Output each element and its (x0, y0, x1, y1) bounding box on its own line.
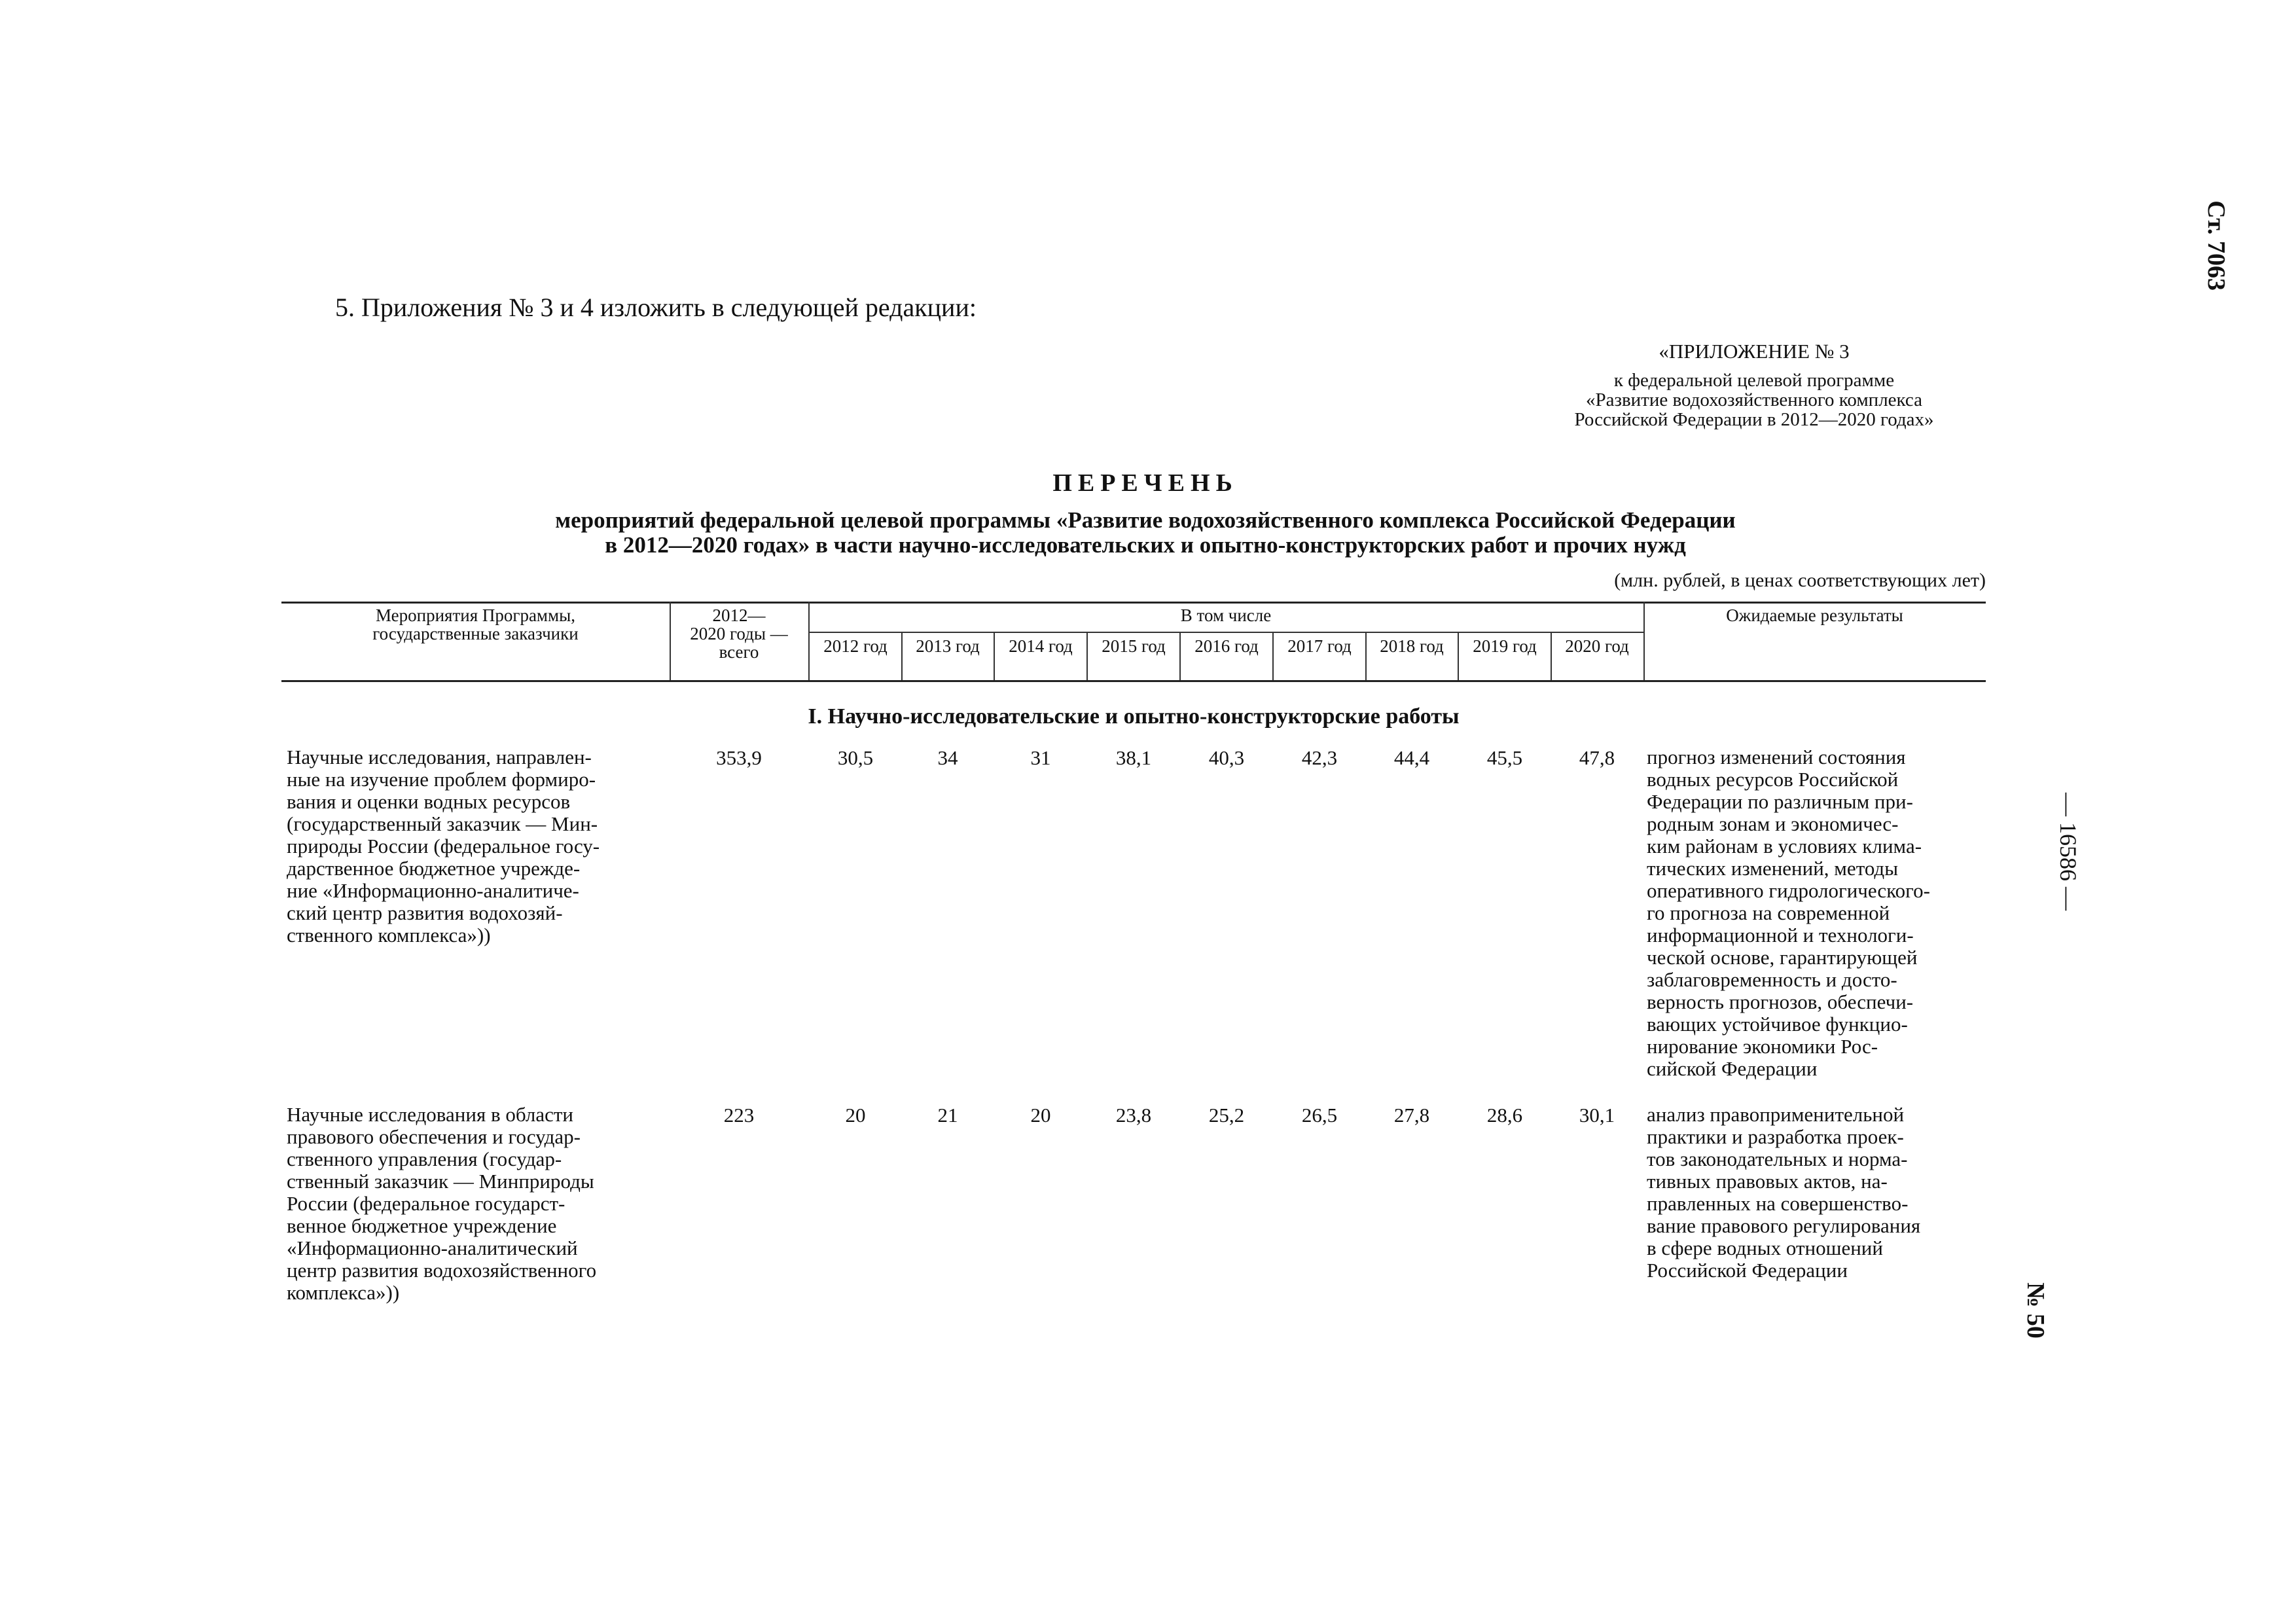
text-line: вание правового регулирования (1647, 1214, 1921, 1237)
text-line: правленных на совершенство- (1647, 1192, 1909, 1215)
text-line: дарственное бюджетное учрежде- (287, 857, 581, 880)
text-line: Российской Федерации (1647, 1259, 1848, 1282)
text-line: венное бюджетное учреждение (287, 1214, 557, 1237)
row-value: 28,6 (1486, 1104, 1523, 1127)
text-line: ние «Информационно-аналитиче- (287, 879, 579, 902)
header-including: В том числе (1180, 605, 1272, 625)
text-line: природы России (федеральное госу- (287, 835, 600, 857)
text-line: Научные исследования, направлен- (287, 746, 592, 768)
text-line: го прогноза на современной (1647, 901, 1890, 924)
header-total (670, 606, 808, 661)
appendix-header (1505, 342, 2003, 429)
header-measures-line: Мероприятия Программы, (376, 605, 575, 625)
row-total: 353,9 (716, 746, 762, 769)
text-line: вания и оценки водных ресурсов (287, 790, 571, 813)
text-line: тов законодательных и норма- (1647, 1147, 1908, 1170)
text-line: ственного управления (государ- (287, 1147, 562, 1170)
row-value: 45,5 (1486, 746, 1523, 769)
text-line: комплекса»)) (287, 1281, 400, 1304)
appendix-line: к федеральной целевой программе (1613, 370, 1895, 391)
text-line: водных ресурсов Российской (1647, 768, 1899, 791)
table-header-bottom-rule (281, 680, 1986, 682)
table-row-measure (287, 746, 665, 947)
subtitle-line: в 2012—2020 годах» в части научно-исследовательских и опытно-конструкторских работ и прочих нужд (605, 532, 1686, 558)
row-value: 31 (1030, 746, 1051, 769)
text-line: практики и разработка проек- (1647, 1125, 1904, 1148)
header-year: 2019 год (1473, 636, 1537, 656)
text-line: Научные исследования в области (287, 1103, 573, 1126)
text-line: ственный заказчик — Минприроды (287, 1170, 594, 1193)
section-heading: I. Научно-исследовательские и опытно-конструкторские работы (808, 704, 1460, 729)
appendix-title: «ПРИЛОЖЕНИЕ № 3 (1659, 340, 1850, 363)
intro-text: 5. Приложения № 3 и 4 изложить в следующей редакции: (335, 293, 977, 322)
appendix-line: «Развитие водохозяйственного комплекса (1585, 389, 1923, 410)
row-total: 223 (723, 1104, 755, 1127)
text-line: центр развития водохозяйственного (287, 1259, 597, 1282)
page-number: — 16586 — (2055, 793, 2081, 911)
row-value: 34 (937, 746, 958, 769)
text-line: тивных правовых актов, на- (1647, 1170, 1888, 1193)
text-line: родным зонам и экономичес- (1647, 812, 1899, 835)
header-total-line: 2012— (712, 605, 766, 625)
text-line: информационной и технологи- (1647, 924, 1914, 947)
row-value: 47,8 (1579, 746, 1615, 769)
text-line: нирование экономики Рос- (1647, 1035, 1878, 1058)
header-year: 2018 год (1380, 636, 1444, 656)
row-value: 26,5 (1301, 1104, 1338, 1127)
row-value: 42,3 (1301, 746, 1338, 769)
row-value: 27,8 (1393, 1104, 1430, 1127)
text-line: верность прогнозов, обеспечи- (1647, 990, 1914, 1013)
text-line: правового обеспечения и государ- (287, 1125, 581, 1148)
header-total-line: всего (719, 642, 759, 662)
header-year: 2013 год (916, 636, 980, 656)
issue-number: № 50 (2022, 1282, 2049, 1339)
years-subheader-rule (808, 632, 1643, 633)
text-line: России (федеральное государст- (287, 1192, 565, 1215)
header-year: 2015 год (1102, 636, 1166, 656)
header-measures-line: государственные заказчики (372, 624, 579, 643)
text-line: вающих устойчивое функцио- (1647, 1013, 1908, 1036)
row-value: 30,1 (1579, 1104, 1615, 1127)
row-value: 40,3 (1208, 746, 1245, 769)
text-line: заблаговременность и досто- (1647, 968, 1897, 991)
header-year: 2014 год (1009, 636, 1073, 656)
document-subtitle (367, 508, 1924, 558)
text-line: тических изменений, методы (1647, 857, 1899, 880)
text-line: «Информационно-аналитический (287, 1236, 578, 1259)
row-value: 30,5 (837, 746, 874, 769)
text-line: ственного комплекса»)) (287, 924, 491, 947)
header-measures (281, 606, 670, 643)
text-line: в сфере водных отношений (1647, 1236, 1883, 1259)
text-line: оперативного гидрологического- (1647, 879, 1930, 902)
header-year: 2012 год (823, 636, 888, 656)
text-line: ким районам в условиях клима- (1647, 835, 1922, 857)
table-header-top-rule (281, 602, 1986, 604)
row-value: 44,4 (1393, 746, 1430, 769)
row-value: 38,1 (1115, 746, 1152, 769)
table-row-measure (287, 1104, 665, 1304)
row-value: 20 (845, 1104, 866, 1127)
subtitle-line: мероприятий федеральной целевой программы «Развитие водохозяйственного комплекса Российской Федерации (555, 507, 1736, 533)
table-row-result (1647, 1104, 1981, 1282)
article-number: Ст. 7063 (2202, 200, 2230, 291)
header-year: 2020 год (1565, 636, 1629, 656)
text-line: ные на изучение проблем формиро- (287, 768, 596, 791)
header-year: 2017 год (1287, 636, 1352, 656)
header-results: Ожидаемые результаты (1726, 605, 1903, 625)
text-line: Федерации по различным при- (1647, 790, 1913, 813)
header-year: 2016 год (1194, 636, 1259, 656)
text-line: ский центр развития водохозяй- (287, 901, 563, 924)
text-line: анализ правоприменительной (1647, 1103, 1905, 1126)
text-line: прогноз изменений состояния (1647, 746, 1906, 768)
row-value: 21 (937, 1104, 958, 1127)
row-value: 25,2 (1208, 1104, 1245, 1127)
text-line: (государственный заказчик — Мин- (287, 812, 598, 835)
row-value: 20 (1030, 1104, 1051, 1127)
table-row-result (1647, 746, 1981, 1080)
units-note: (млн. рублей, в ценах соответствующих лет) (1614, 569, 1986, 591)
row-value: 23,8 (1115, 1104, 1152, 1127)
document-title: ПЕРЕЧЕНЬ (1052, 469, 1238, 497)
header-total-line: 2020 годы — (690, 624, 788, 643)
text-line: сийской Федерации (1647, 1057, 1818, 1080)
appendix-line: Российской Федерации в 2012—2020 годах» (1574, 409, 1934, 430)
text-line: ческой основе, гарантирующей (1647, 946, 1918, 969)
